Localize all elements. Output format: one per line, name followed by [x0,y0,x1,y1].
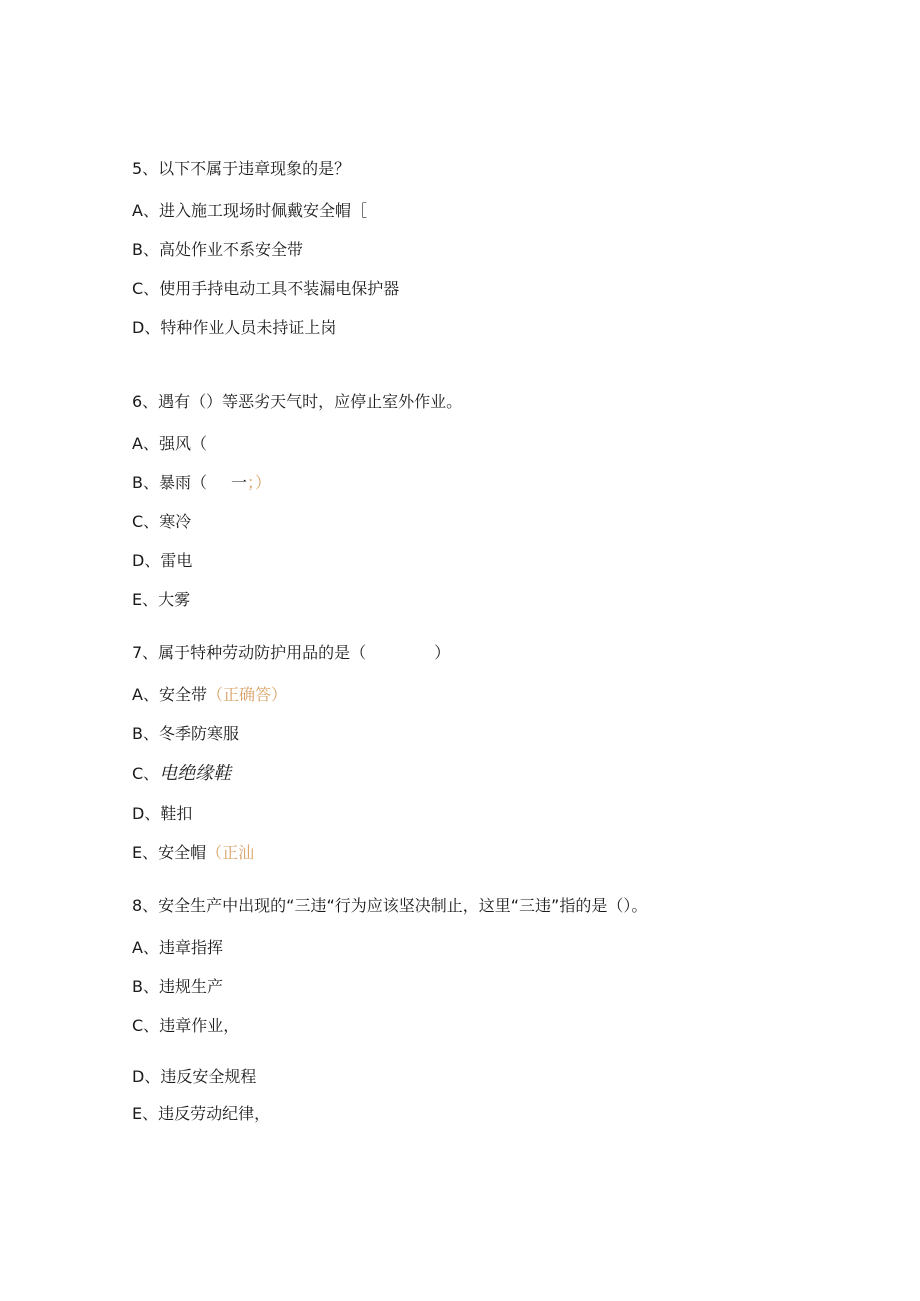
question-8-option-c [132,1016,239,1036]
question-7-option-c [132,764,231,784]
question-8-option-a [132,938,223,958]
question-5-option-b [132,240,303,260]
option-text: 大雾 [158,590,191,609]
option-text: 违反安全规程 [160,1067,257,1086]
option-label: C、 [132,279,160,298]
option-label: A、 [132,685,159,704]
option-text: 暴雨（ [158,473,207,492]
option-label: D、 [132,804,161,823]
option-text: 高处作业不系安全带 [158,240,303,259]
question-8-stem [132,896,647,916]
question-6-option-e [132,590,190,610]
question-stem-close: ） [434,643,451,662]
option-text-extra: 一 [231,473,248,492]
question-5-option-a [132,201,367,221]
option-label: C、 [132,512,160,531]
question-6-option-d [132,551,192,571]
option-label: B、 [132,977,159,996]
option-label: A、 [132,938,159,957]
option-text: 特种作业人员未持证上岗 [160,318,337,337]
question-6-option-c [132,512,191,532]
option-label: E、 [132,590,159,609]
question-7-option-d [132,804,192,824]
option-label: D、 [132,551,161,570]
option-text: 进入施工现场时佩戴安全帽［ [158,201,367,220]
option-label: D、 [132,1067,161,1086]
question-7-stem [132,643,450,663]
option-text: 违规生产 [158,977,223,996]
question-6-option-a [132,434,207,454]
option-text: 使用手持电动工具不装漏电保护器 [159,279,400,298]
question-6-stem [132,392,462,412]
option-text: 冬季防寒服 [158,724,239,743]
option-label: E、 [132,1104,159,1123]
question-stem-text: 8、安全生产中出现的“三违“行为应该坚决制止，这里“三违”指的是（）。 [132,896,648,915]
option-text: 违反劳动纪律， [158,1104,271,1123]
option-text: 安全帽 [158,843,207,862]
option-text: 违章指挥 [158,938,223,957]
option-hint: （正汕 [206,843,255,862]
option-label: C、 [132,764,160,783]
question-8-option-b [132,977,223,997]
option-label: E、 [132,843,159,862]
option-text: 违章作业， [159,1016,240,1035]
question-7-option-a [132,685,287,705]
option-label: B、 [132,473,159,492]
option-text: 寒冷 [159,512,192,531]
option-label: A、 [132,201,159,220]
option-text: 雷电 [160,551,193,570]
question-6-option-b [132,473,271,493]
question-stem-text: 5、以下不属于违章现象的是？ [132,159,351,178]
option-text: 电绝缘鞋 [159,763,232,784]
question-5-stem [132,159,350,179]
option-text: 强风（ [158,434,207,453]
option-label: B、 [132,240,159,259]
option-label: A、 [132,434,159,453]
option-hint: ；） [247,473,272,492]
question-stem-text: 7、属于特种劳动防护用品的是（ [132,643,367,662]
question-8-option-e [132,1104,270,1124]
option-text: 安全带 [158,685,207,704]
question-7-option-e [132,843,254,863]
question-8-option-d [132,1067,256,1087]
question-5-option-c [132,279,399,299]
option-label: B、 [132,724,159,743]
option-hint: （正确答） [206,685,287,704]
question-stem-text: 6、遇有（）等恶劣天气时，应停止室外作业。 [132,392,463,411]
question-5-option-d [132,318,336,338]
option-text: 鞋扣 [160,804,193,823]
option-label: D、 [132,318,161,337]
question-7-option-b [132,724,239,744]
option-label: C、 [132,1016,160,1035]
